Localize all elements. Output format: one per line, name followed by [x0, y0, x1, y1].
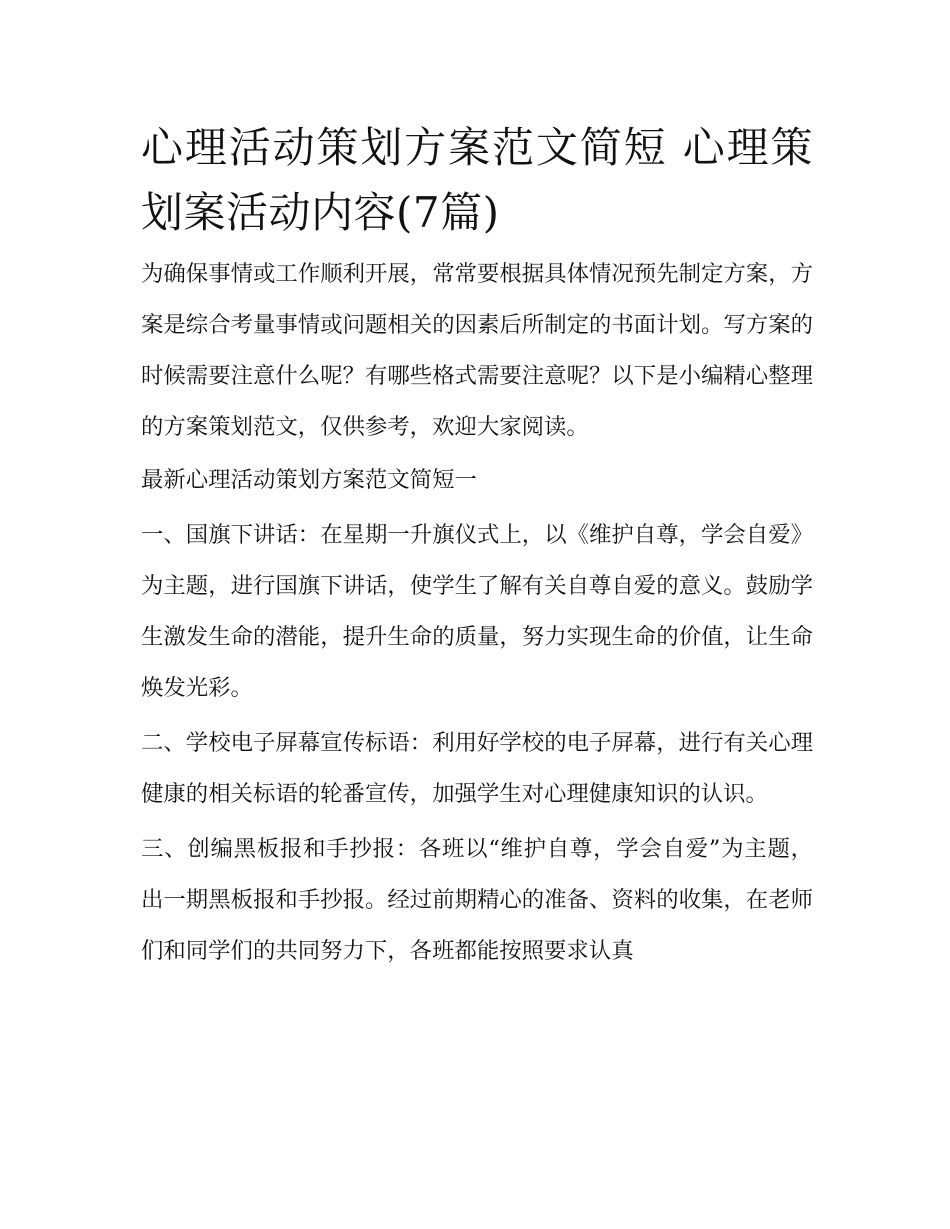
document-page: [141, 115, 813, 977]
document-title: 心理活动策划方案范文简短 心理策划案活动内容(7篇): [141, 123, 813, 238]
section-heading: 最新心理活动策划方案范文简短一: [141, 467, 477, 494]
list-item: 三、创编黑板报和手抄报：各班以“维护自尊，学会自爱”为主题，出一期黑板报和手抄报。经过前期精心的准备、资料的收集，在老师们和同学们的共同努力下，各班都能按照要求认真: [141, 836, 813, 965]
intro-paragraph: 为确保事情或工作顺利开展，常常要根据具体情况预先制定方案，方案是综合考量事情或问题相关的因素后所制定的书面计划。写方案的时候需要注意什么呢？有哪些格式需要注意呢？以下是小编精心整理的方案策划范文，仅供参考，欢迎大家阅读。: [141, 261, 813, 441]
list-item: 一、国旗下讲话：在星期一升旗仪式上，以《维护自尊，学会自爱》为主题，进行国旗下讲话，使学生了解有关自尊自爱的意义。鼓励学生激发生命的潜能，提升生命的质量，努力实现生命的价值，让生命焕发光彩。: [141, 522, 813, 702]
list-item: 二、学校电子屏幕宣传标语：利用好学校的电子屏幕，进行有关心理健康的相关标语的轮番宣传，加强学生对心理健康知识的认识。: [141, 730, 813, 808]
